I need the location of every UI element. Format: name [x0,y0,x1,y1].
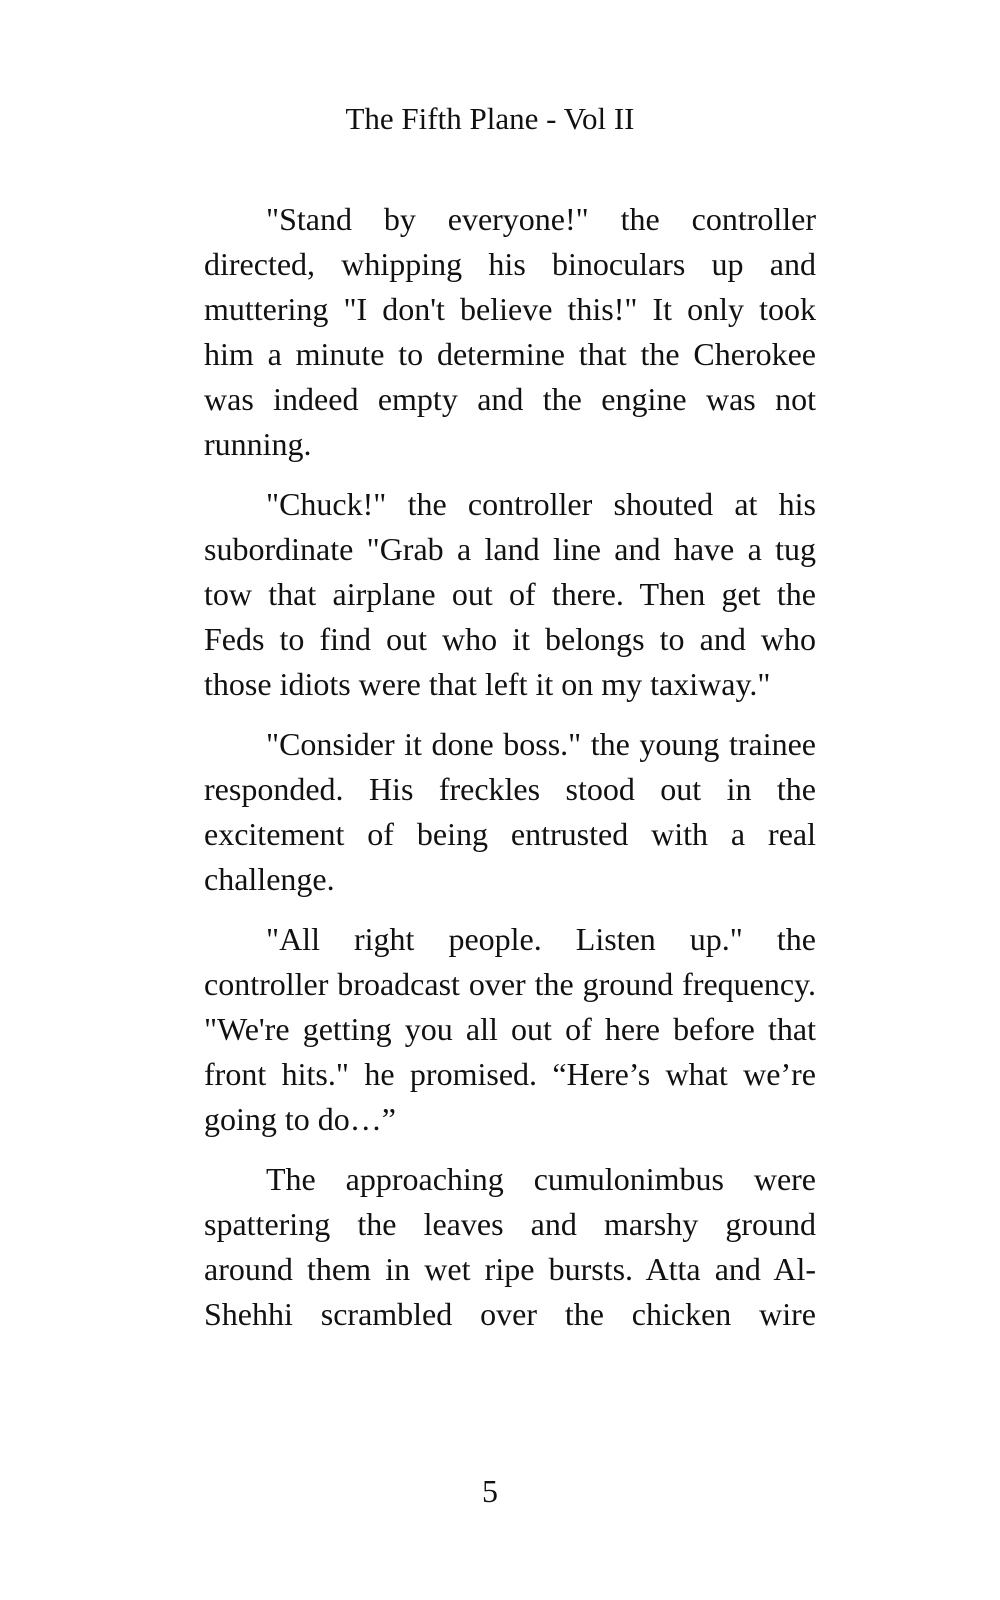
page-number: 5 [482,1473,498,1509]
paragraph-1: "Stand by everyone!" the controller directed, whipping his binoculars up and muttering "I don't believe this!" It only took him a minute to determine that the Cherokee was indeed empty and the engine was not running. [204,201,816,462]
paragraph-4: "All right people. Listen up." the controller broadcast over the ground frequency. "We're getting you all out of here before that front hits." he promised. “Here’s what we’re going to do…” [204,921,816,1137]
running-header-title: The Fifth Plane - Vol II [345,101,635,136]
paragraph-2: "Chuck!" the controller shouted at his subordinate "Grab a land line and have a tug tow that airplane out of there. Then get the Feds to find out who it belongs to and who those idiots were that left it on my taxiway." [204,486,816,702]
paragraph-5: The approaching cumulonimbus were spattering the leaves and marshy ground around them in wet ripe bursts. Atta and Al-Shehhi scrambled over the chicken wire [204,1161,816,1332]
paragraph-3: "Consider it done boss." the young trainee responded. His freckles stood out in the excitement of being entrusted with a real challenge. [204,726,816,897]
body-text [204,197,816,1352]
